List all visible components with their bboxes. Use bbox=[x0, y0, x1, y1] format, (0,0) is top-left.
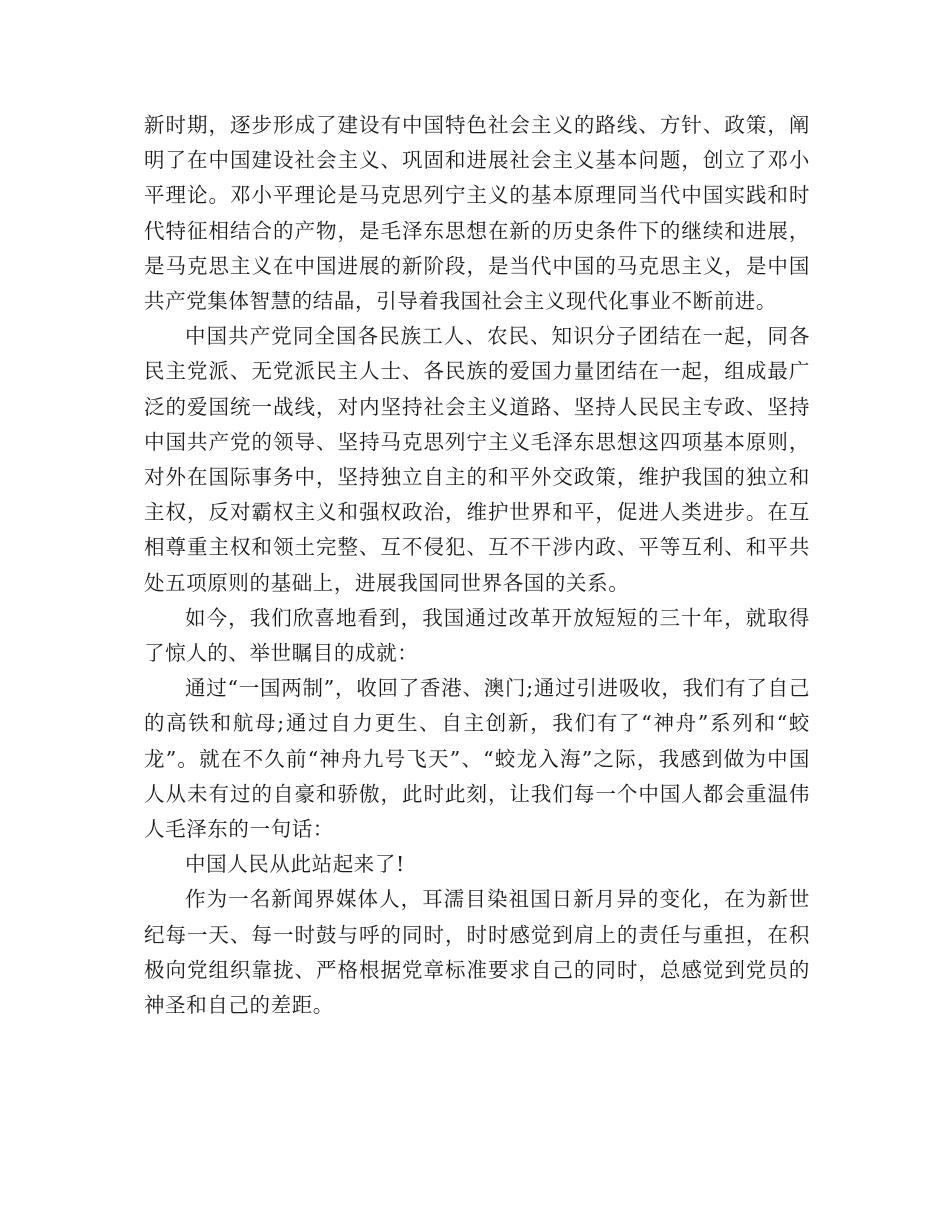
paragraph-6: 作为一名新闻界媒体人，耳濡目染祖国日新月异的变化，在为新世纪每一天、每一时鼓与呼的同时，时时感觉到肩上的责任与重担，在积极向党组织靠拢、严格根据党章标准要求自己的同时，总感觉到党员的神圣和自己的差距。 bbox=[144, 887, 810, 1018]
document-body bbox=[144, 108, 810, 1023]
paragraph-3: 如今，我们欣喜地看到，我国通过改革开放短短的三十年，就取得了惊人的、举世瞩目的成就： bbox=[144, 605, 810, 666]
paragraph-4: 通过“一国两制”，收回了香港、澳门;通过引进吸收，我们有了自己的高铁和航母;通过自力更生、自主创新，我们有了“神舟”系列和“蛟龙”。就在不久前“神舟九号飞天”、“蛟龙入海”之际，我感到做为中国人从未有过的自豪和骄傲，此时此刻，让我们每一个中国人都会重温伟人毛泽东的一句话： bbox=[144, 676, 810, 842]
paragraph-2: 中国共产党同全国各民族工人、农民、知识分子团结在一起，同各民主党派、无党派民主人士、各民族的爱国力量团结在一起，组成最广泛的爱国统一战线，对内坚持社会主义道路、坚持人民民主专政、坚持中国共产党的领导、坚持马克思列宁主义毛泽东思想这四项基本原则，对外在国际事务中，坚持独立自主的和平外交政策，维护我国的独立和主权，反对霸权主义和强权政治，维护世界和平，促进人类进步。在互相尊重主权和领土完整、互不侵犯、互不干涉内政、平等互利、和平共处五项原则的基础上，进展我国同世界各国的关系。 bbox=[144, 324, 810, 595]
paragraph-5: 中国人民从此站起来了! bbox=[185, 852, 405, 877]
paragraph-1: 新时期，逐步形成了建设有中国特色社会主义的路线、方针、政策，阐明了在中国建设社会主义、巩固和进展社会主义基本问题，创立了邓小平理论。邓小平理论是马克思列宁主义的基本原理同当代中国实践和时代特征相结合的产物，是毛泽东思想在新的历史条件下的继续和进展，是马克思主义在中国进展的新阶段，是当代中国的马克思主义，是中国共产党集体智慧的结晶，引导着我国社会主义现代化事业不断前进。 bbox=[144, 113, 810, 314]
